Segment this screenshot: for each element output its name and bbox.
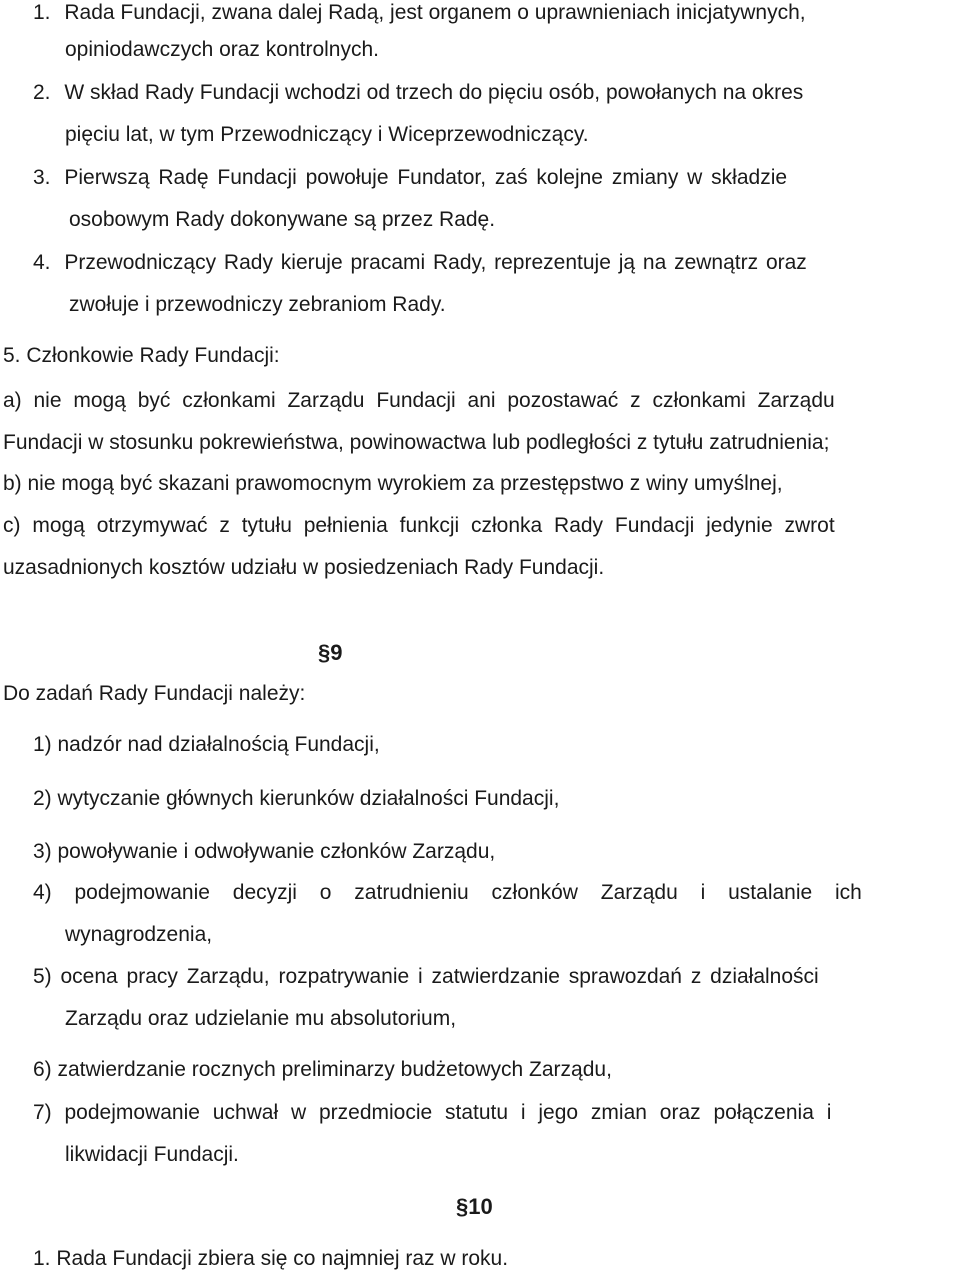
item5-c-line1: c) mogą otrzymywać z tytułu pełnienia funkcji członka Rady Fundacji jedynie zwrot <box>3 514 835 537</box>
item5-b-line: b) nie mogą być skazani prawomocnym wyrokiem za przestępstwo z winy umyślnej, <box>3 472 783 495</box>
list-item: 3) powoływanie i odwoływanie członków Zarządu, <box>33 840 496 863</box>
section-heading: §9 <box>318 640 343 665</box>
item5-head: 5. Członkowie Rady Fundacji: <box>3 344 280 367</box>
item-continuation: opiniodawczych oraz kontrolnych. <box>65 38 379 61</box>
item-number: 1. <box>33 1 51 24</box>
item-continuation: osobowym Rady dokonywane są przez Radę. <box>69 208 496 231</box>
item-number: 4. <box>33 251 51 274</box>
item-continuation: Zarządu oraz udzielanie mu absolutorium, <box>65 1007 457 1030</box>
item-continuation: pięciu lat, w tym Przewodniczący i Wiceprzewodniczący. <box>65 123 589 146</box>
list-item <box>33 250 955 276</box>
section-intro: Do zadań Rady Fundacji należy: <box>3 682 306 705</box>
list-item <box>33 0 955 26</box>
item-continuation: likwidacji Fundacji. <box>65 1143 239 1166</box>
item-text: Przewodniczący Rady kieruje pracami Rady, reprezentuje ją na zewnątrz oraz <box>64 251 807 274</box>
item-continuation: wynagrodzenia, <box>65 923 213 946</box>
item5-a-line1: a) nie mogą być członkami Zarządu Fundacji ani pozostawać z członkami Zarządu <box>3 389 835 412</box>
list-item <box>33 165 955 191</box>
list-item: 7) podejmowanie uchwał w przedmiocie statutu i jego zmian oraz połączenia i <box>33 1101 832 1124</box>
item5-c-line2: uzasadnionych kosztów udziału w posiedzeniach Rady Fundacji. <box>3 556 605 579</box>
list-item <box>33 80 955 106</box>
item-number: 3. <box>33 166 51 189</box>
list-item: 1) nadzór nad działalnością Fundacji, <box>33 733 380 756</box>
list-item: 2) wytyczanie głównych kierunków działalności Fundacji, <box>33 787 560 810</box>
item-text: Rada Fundacji, zwana dalej Radą, jest organem o uprawnieniach inicjatywnych, <box>64 1 806 24</box>
item-text: Pierwszą Radę Fundacji powołuje Fundator, zaś kolejne zmiany w składzie <box>64 166 788 189</box>
item-continuation: zwołuje i przewodniczy zebraniom Rady. <box>69 293 446 316</box>
list-item: 5) ocena pracy Zarządu, rozpatrywanie i zatwierdzanie sprawozdań z działalności <box>33 965 819 988</box>
item-text: W skład Rady Fundacji wchodzi od trzech do pięciu osób, powołanych na okres <box>64 81 804 104</box>
item-number: 2. <box>33 81 51 104</box>
list-item: 4) podejmowanie decyzji o zatrudnieniu członków Zarządu i ustalanie ich <box>33 881 862 904</box>
list-item: 1. Rada Fundacji zbiera się co najmniej raz w roku. <box>33 1247 509 1270</box>
list-item: 6) zatwierdzanie rocznych preliminarzy budżetowych Zarządu, <box>33 1058 612 1081</box>
section-heading: §10 <box>456 1194 493 1219</box>
item5-a-line2: Fundacji w stosunku pokrewieństwa, powinowactwa lub podległości z tytułu zatrudnienia; <box>3 431 830 454</box>
